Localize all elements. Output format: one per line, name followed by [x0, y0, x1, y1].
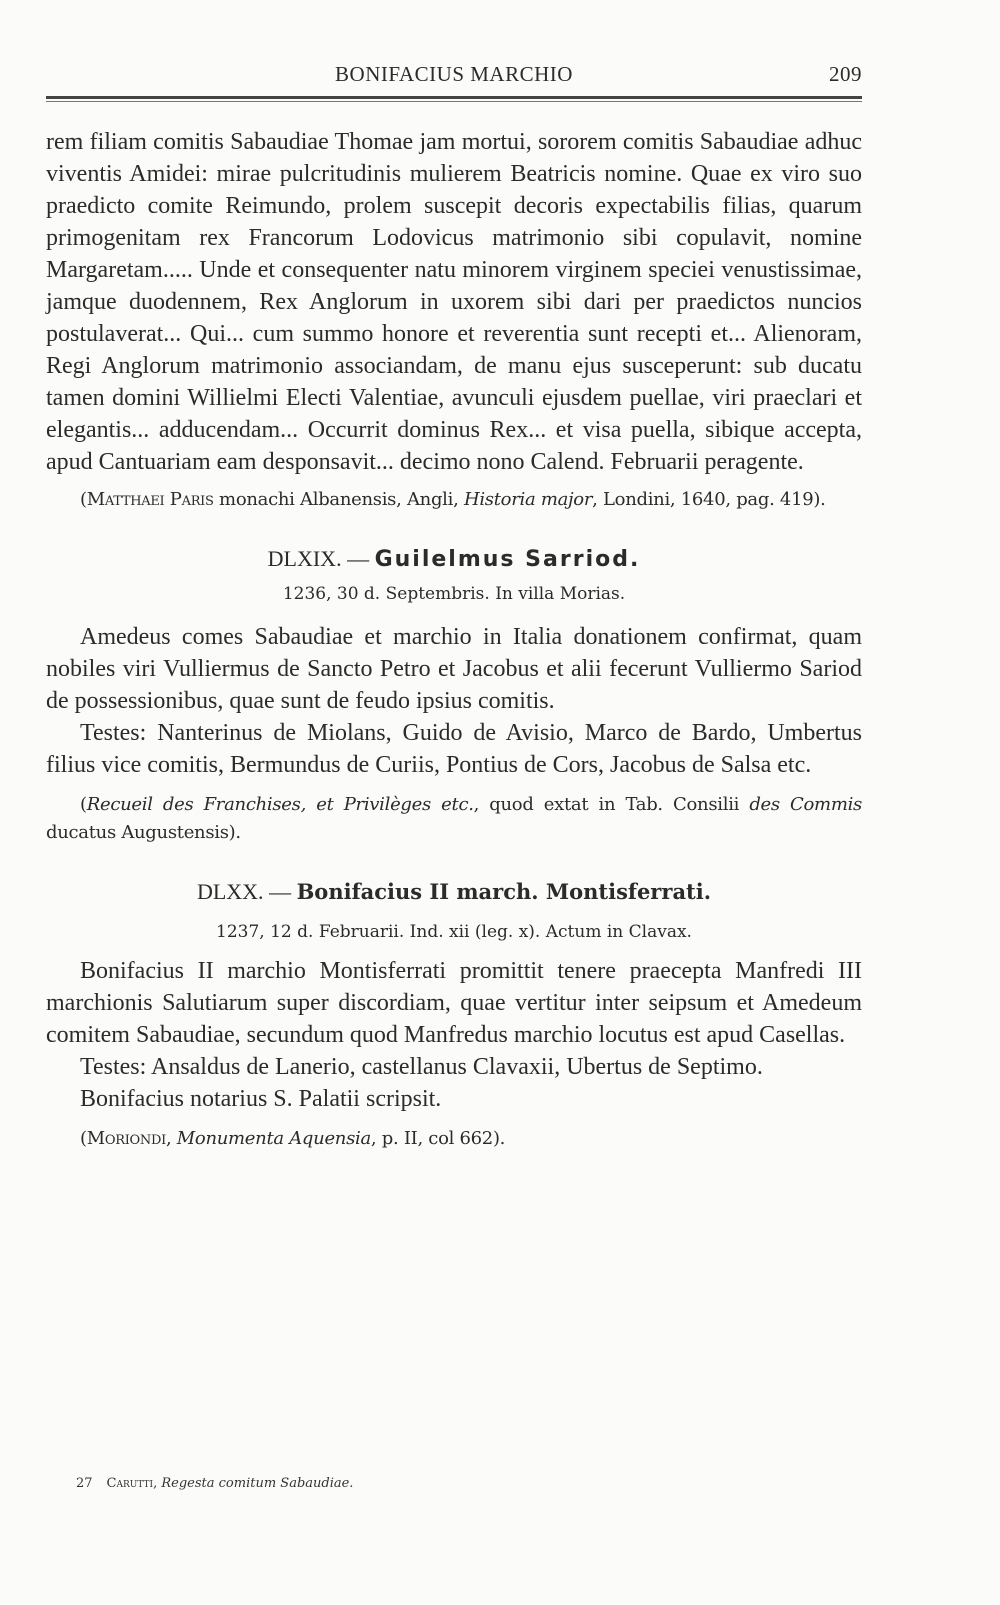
entry-dash: —: [341, 546, 375, 571]
entry-witnesses: Testes: Nanterinus de Miolans, Guido de Avisio, Marco de Bardo, Umbertus filius vice comitis, Bermundus de Curiis, Pontius de Cors, Jacobus de Salsa etc.: [46, 720, 862, 778]
citation-work-2: des Commis: [749, 794, 862, 815]
entry-number: DLXIX.: [267, 546, 342, 571]
citation-middle: , quod extat in Tab. Consilii: [473, 794, 750, 815]
signature-mark: 27: [76, 1476, 93, 1491]
footer-work: Regesta comitum Sabaudiae.: [161, 1476, 354, 1491]
entry-name: Guilelmus Sarriod.: [374, 547, 641, 572]
entry-number: DLXX.: [196, 879, 264, 904]
footer-author: Carutti: [106, 1476, 154, 1491]
citation-work: Monumenta Aquensia: [176, 1128, 371, 1149]
header-rule-thin: [46, 101, 862, 102]
page-footer: [76, 1476, 353, 1491]
entry-citation: [46, 1125, 862, 1153]
entry-text: Bonifacius II marchio Montisferrati promittit tenere praecepta Manfredi III marchionis Salutiarum super discordiam, quae vertitur inter seipsum et Amedeum comitem Sabaudiae, secundum quod Manfredus marchio locutus est apud Casellas.: [46, 958, 862, 1048]
page-header: [46, 62, 862, 92]
citation-author: Matthaei Paris: [86, 489, 214, 510]
citation-end: , Londini, 1640, pag. 419).: [592, 489, 826, 510]
entry-name: Bonifacius II march. Montisferrati.: [296, 879, 712, 904]
citation-end: ducatus Augustensis).: [46, 822, 241, 843]
entry-dateline: 1236, 30 d. Septembris. In villa Morias.: [282, 584, 626, 604]
header-rule: [46, 96, 862, 99]
citation-open: (: [80, 1128, 87, 1149]
entry-heading: [46, 877, 862, 907]
page-body: [46, 126, 862, 1153]
entry-notary: Bonifacius notarius S. Palatii scripsit.: [80, 1086, 442, 1112]
entry-citation: [46, 791, 862, 847]
entry-continuation-text: rem filiam comitis Sabaudiae Thomae jam mortui, sororem comitis Sabaudiae adhuc viventis Amidei: mirae pulcritudinis mulierem Beatricis nomine. Quae ex viro suo praedicto comite Reimundo, prolem suscepit decoris expectabilis filias, quarum primogenitam rex Francorum Lodovicus matrimonio sibi copulavit, nomine Margaretam..... Unde et consequenter natu minorem virginem speciei venustissimae, jamque duodennem, Rex Anglorum in uxorem sibi dari per praedictos nuncios postulaverat... Qui... cum summo honore et reverentia sunt recepti et... Alienoram, Regi Anglorum matrimonio associandam, de manu ejus susceperunt: sub ducatu tamen domini Willielmi Electi Valentiae, avunculi ejusdem puellae, viri praeclari et elegantis... adducendam... Occurrit dominus Rex... et visa puella, sibique accepta, apud Cantuariam eam desponsavit... decimo nono Calend. Februarii peragente.: [46, 129, 862, 475]
citation-open: (: [80, 489, 87, 510]
citation-middle: monachi Albanensis, Angli,: [213, 489, 464, 510]
entry-dash: —: [263, 879, 297, 904]
citation-open: (: [80, 794, 87, 815]
footer-separator: ,: [153, 1476, 162, 1491]
page-number: 209: [829, 62, 862, 86]
citation-middle: ,: [165, 1128, 177, 1149]
entry-citation: [46, 486, 862, 514]
running-head: BONIFACIUS MARCHIO: [335, 62, 573, 86]
citation-work: Historia major: [463, 489, 593, 510]
citation-work: Recueil des Franchises, et Privilèges etc.: [86, 794, 474, 815]
citation-end: , p. II, col 662).: [370, 1128, 506, 1149]
entry-dateline: 1237, 12 d. Februarii. Ind. xii (leg. x). Actum in Clavax.: [216, 922, 692, 942]
entry-heading: [46, 544, 862, 575]
citation-author: Moriondi: [86, 1128, 166, 1149]
entry-witnesses: Testes: Ansaldus de Lanerio, castellanus Clavaxii, Ubertus de Septimo.: [80, 1054, 763, 1080]
entry-text: Amedeus comes Sabaudiae et marchio in Italia donationem confirmat, quam nobiles viri Vulliermus de Sancto Petro et Jacobus et alii fecerunt Vulliermo Sariod de possessionibus, quae sunt de feudo ipsius comitis.: [46, 624, 862, 714]
